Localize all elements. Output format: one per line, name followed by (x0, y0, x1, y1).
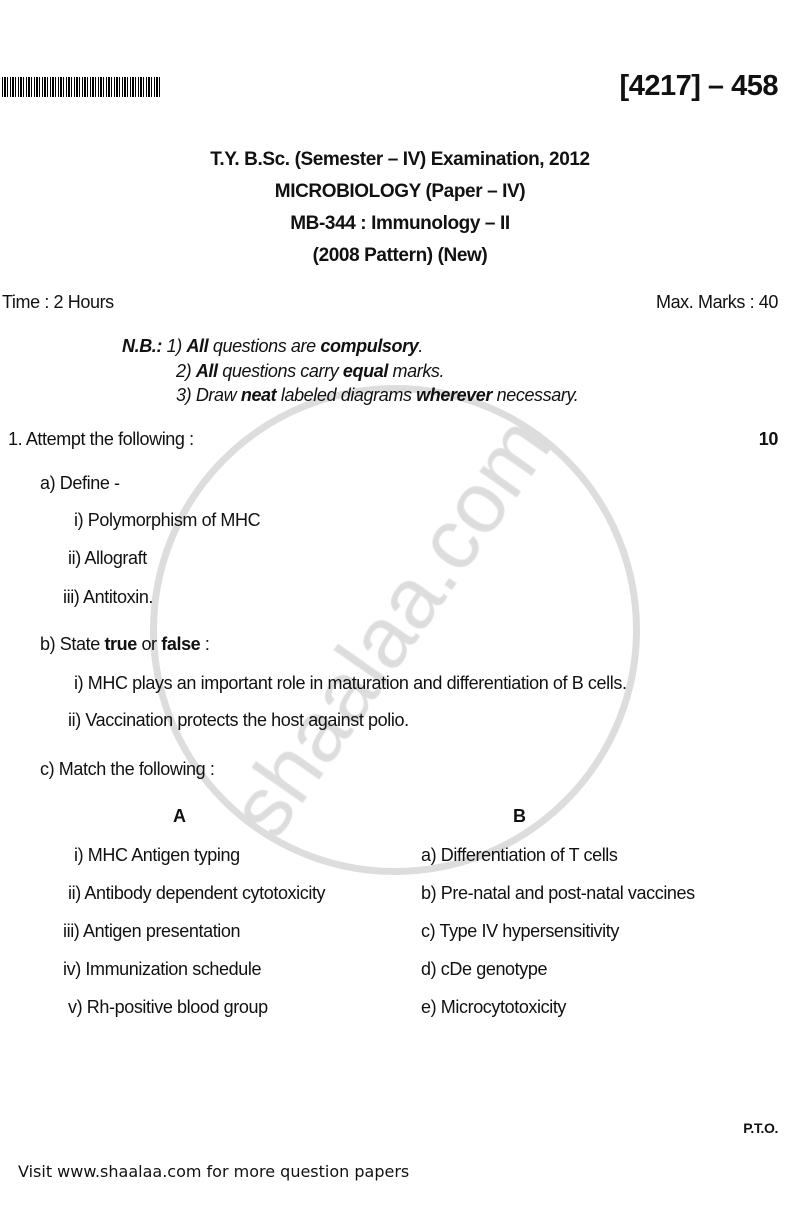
nb-item-2: 2) All questions carry equal marks. (176, 361, 445, 381)
question-1-marks: 10 (758, 429, 778, 449)
time-label: Time : 2 Hours (2, 292, 114, 312)
match-b-item: e) Microcytotoxicity (421, 997, 567, 1017)
pto-label: P.T.O. (743, 1120, 778, 1136)
match-a-item: iii) Antigen presentation (63, 921, 241, 941)
match-a-item: i) MHC Antigen typing (74, 845, 240, 865)
q1a-item: iii) Antitoxin. (63, 587, 154, 607)
paper-code: [4217] – 458 (619, 70, 778, 102)
match-b-item: c) Type IV hypersensitivity (421, 921, 619, 941)
q1c-label: c) Match the following : (40, 759, 215, 779)
pattern-title: (2008 Pattern) (New) (312, 245, 488, 266)
footer-visit-text: Visit www.shaalaa.com for more question papers (18, 1162, 410, 1181)
match-a-item: v) Rh-positive blood group (68, 997, 268, 1017)
subject-title: MICROBIOLOGY (Paper – IV) (274, 181, 526, 202)
match-b-item: d) cDe genotype (421, 959, 548, 979)
barcode (2, 77, 160, 97)
column-a-header: A (173, 806, 186, 826)
watermark-image (150, 385, 640, 875)
match-b-item: b) Pre-natal and post-natal vaccines (421, 883, 695, 903)
match-b-item: a) Differentiation of T cells (421, 845, 618, 865)
q1a-label: a) Define - (40, 473, 120, 493)
q1b-item: i) MHC plays an important role in maturation and differentiation of B cells. (74, 673, 627, 693)
match-a-item: iv) Immunization schedule (63, 959, 262, 979)
q1a-item: i) Polymorphism of MHC (74, 510, 261, 530)
q1b-label: b) State true or false : (40, 634, 210, 654)
question-1: 1. Attempt the following : (8, 429, 194, 449)
max-marks-label: Max. Marks : 40 (655, 292, 778, 312)
column-b-header: B (513, 806, 526, 826)
match-a-item: ii) Antibody dependent cytotoxicity (68, 883, 326, 903)
q1a-item: ii) Allograft (68, 548, 147, 568)
nb-label: N.B.: (122, 336, 162, 356)
exam-title: T.Y. B.Sc. (Semester – IV) Examination, 2012 (210, 149, 590, 170)
nb-item-1: N.B.: 1) All questions are compulsory. (122, 336, 423, 356)
q1b-item: ii) Vaccination protects the host against polio. (68, 710, 409, 730)
nb-item-3: 3) Draw neat labeled diagrams wherever necessary. (176, 385, 579, 405)
course-title: MB-344 : Immunology – II (290, 213, 510, 234)
